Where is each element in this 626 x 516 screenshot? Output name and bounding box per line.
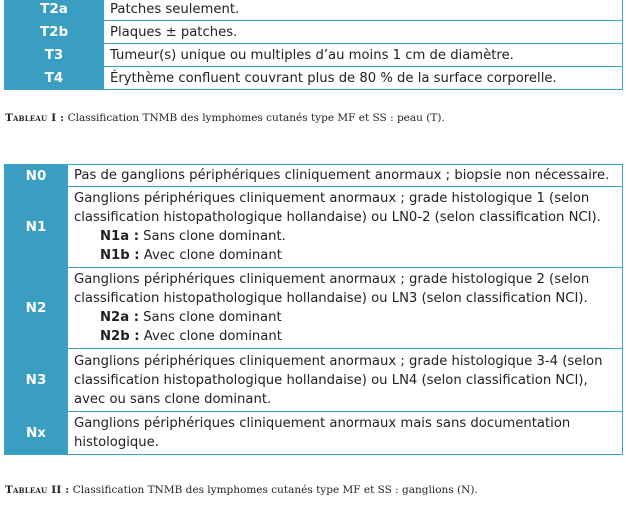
row-code: T3 [5, 44, 104, 67]
row-code: T2b [5, 21, 104, 44]
table-row [5, 187, 623, 268]
table-row [5, 165, 623, 187]
sub-item-text: Sans clone dominant [138, 310, 282, 325]
sub-item-label: N2a : [100, 310, 139, 325]
row-description: Érythème confluent couvrant plus de 80 % de la surface corporelle. [104, 67, 623, 90]
sub-item-text: Sans clone dominant. [138, 229, 286, 244]
row-description: Ganglions périphériques cliniquement anormaux ; grade histologique 3-4 (selon classification histopathologique hollandaise) ou LN4 (selon classification NCI), avec ou sans clone dominant. [68, 349, 623, 412]
row-description: Ganglions périphériques cliniquement anormaux mais sans documentation histologique. [68, 412, 623, 455]
table-row [5, 268, 623, 349]
row-description-cell [68, 268, 623, 349]
table-caption [5, 484, 478, 496]
table-row [5, 412, 623, 455]
caption-text: Classification TNMB des lymphomes cutanés type MF et SS : ganglions (N). [69, 484, 478, 496]
table-row [5, 0, 623, 21]
row-description: Ganglions périphériques cliniquement anormaux ; grade histologique 2 (selon classification histopathologique hollandaise) ou LN3 (selon classification NCI). [74, 272, 590, 306]
sub-item [74, 308, 618, 327]
table-row [5, 21, 623, 44]
sub-item-label: N1a : [100, 229, 139, 244]
table-skin-classification [4, 0, 623, 90]
row-code: N1 [5, 187, 68, 268]
table-row [5, 349, 623, 412]
sub-item [74, 227, 618, 246]
table-lymph-node-classification [4, 164, 623, 455]
row-description: Plaques ± patches. [104, 21, 623, 44]
row-description-cell [68, 187, 623, 268]
row-description: Patches seulement. [104, 0, 623, 21]
caption-label: Tableau II : [5, 484, 70, 496]
row-code: N3 [5, 349, 68, 412]
row-description: Ganglions périphériques cliniquement anormaux ; grade histologique 1 (selon classification histopathologique hollandaise) ou LN0-2 (selon classification NCI). [74, 191, 601, 225]
sub-item [74, 327, 618, 346]
caption-text: Classification TNMB des lymphomes cutanés type MF et SS : peau (T). [64, 112, 445, 124]
row-description: Pas de ganglions périphériques cliniquement anormaux ; biopsie non nécessaire. [68, 165, 623, 187]
row-description: Tumeur(s) unique ou multiples d’au moins 1 cm de diamètre. [104, 44, 623, 67]
sub-item-label: N2b : [100, 329, 140, 344]
row-code: N2 [5, 268, 68, 349]
row-code: T2a [5, 0, 104, 21]
sub-item-text: Avec clone dominant [139, 248, 282, 263]
table-caption [5, 112, 445, 124]
sub-item-label: N1b : [100, 248, 140, 263]
table-row [5, 67, 623, 90]
caption-label: Tableau I : [5, 112, 65, 124]
sub-item-text: Avec clone dominant [139, 329, 282, 344]
row-code: N0 [5, 165, 68, 187]
table-row [5, 44, 623, 67]
row-code: Nx [5, 412, 68, 455]
sub-item [74, 246, 618, 265]
row-code: T4 [5, 67, 104, 90]
